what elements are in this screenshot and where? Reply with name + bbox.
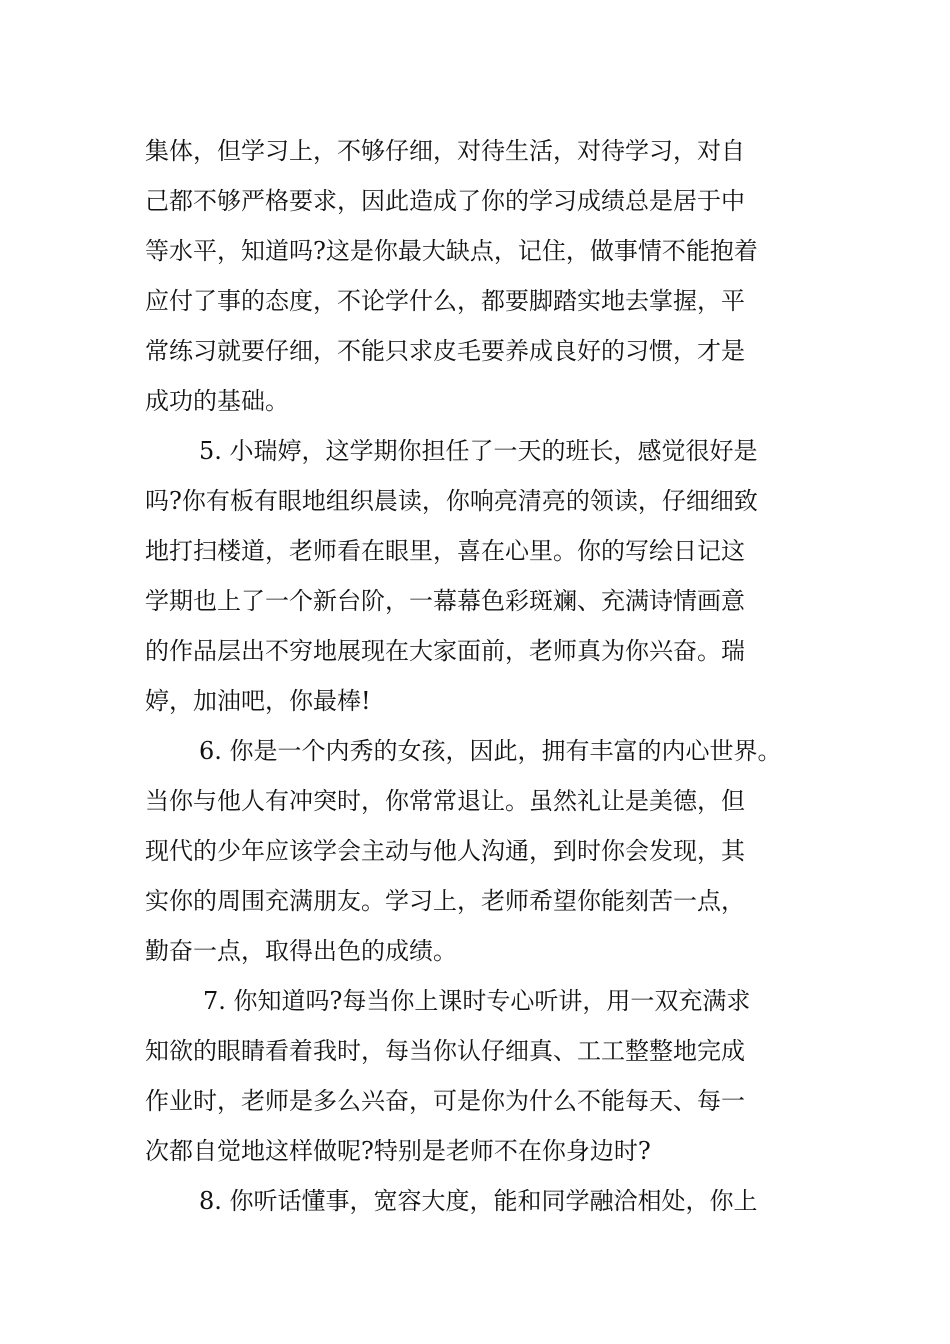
text-line: 知欲的眼睛看着我时，每当你认仔细真、工工整整地完成 [145,1037,745,1065]
paragraph-start-5: 5. 小瑞婷，这学期你担任了一天的班长，感觉很好是 [199,437,758,465]
text-line: 勤奋一点，取得出色的成绩。 [145,937,457,965]
text-line: 地打扫楼道，老师看在眼里，喜在心里。你的写绘日记这 [145,537,745,565]
text-line: 集体，但学习上，不够仔细，对待生活，对待学习，对自 [145,137,745,165]
text-line: 学期也上了一个新台阶，一幕幕色彩斑斓、充满诗情画意 [145,587,745,615]
text-line: 常练习就要仔细，不能只求皮毛要养成良好的习惯，才是 [145,337,745,365]
text-line: 实你的周围充满朋友。学习上，老师希望你能刻苦一点， [145,887,745,915]
text-line: 作业时，老师是多么兴奋，可是你为什么不能每天、每一 [145,1087,745,1115]
paragraph-start-6: 6. 你是一个内秀的女孩，因此，拥有丰富的内心世界。 [199,737,782,765]
text-line: 等水平，知道吗?这是你最大缺点，记住，做事情不能抱着 [145,237,758,265]
text-line: 现代的少年应该学会主动与他人沟通，到时你会发现，其 [145,837,745,865]
text-line: 吗?你有板有眼地组织晨读，你响亮清亮的领读，仔细细致 [145,487,758,515]
document-body [145,126,825,1226]
text-line: 己都不够严格要求，因此造成了你的学习成绩总是居于中 [145,187,745,215]
paragraph-start-7: 7. 你知道吗?每当你上课时专心听讲，用一双充满求 [203,987,751,1015]
text-line: 的作品层出不穷地展现在大家面前，老师真为你兴奋。瑞 [145,637,745,665]
text-line: 应付了事的态度，不论学什么，都要脚踏实地去掌握，平 [145,287,745,315]
text-line: 成功的基础。 [145,387,289,415]
text-line: 次都自觉地这样做呢?特别是老师不在你身边时? [145,1137,651,1165]
text-line: 当你与他人有冲突时，你常常退让。虽然礼让是美德，但 [145,787,745,815]
paragraph-start-8: 8. 你听话懂事，宽容大度，能和同学融洽相处，你上 [199,1187,758,1215]
text-line: 婷，加油吧，你最棒! [145,687,371,715]
